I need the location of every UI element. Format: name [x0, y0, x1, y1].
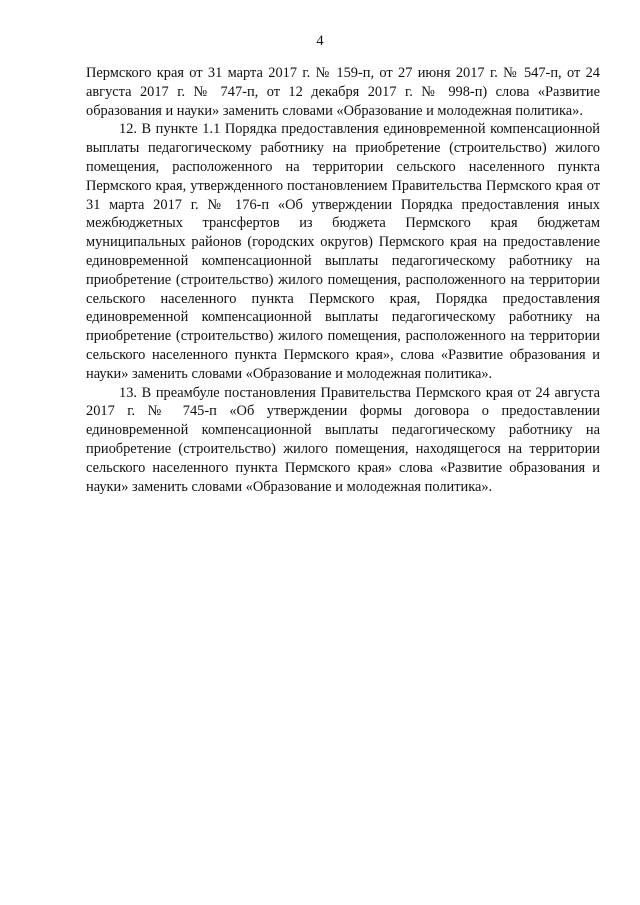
paragraph-item-13: 13. В преамбуле постановления Правительства Пермского края от 24 августа 2017 г. № 745-п «Об утверждении формы договора о предоставлении единовременной компенсационной выплаты педагогическому работнику на приобретение (строительство) жилого помещения, находящегося на территории сельского населенного пункта Пермского края» слова «Развитие образования и науки» заменить словами «Образование и молодежная политика».: [86, 384, 600, 495]
paragraph-item-12: 12. В пункте 1.1 Порядка предоставления единовременной компенсационной выплаты педагогическому работнику на приобретение (строительство) жилого помещения, расположенного на территории сельского населенного пункта Пермского края, утвержденного постановлением Правительства Пермского края от 31 марта 2017 г. № 176-п «Об утверждении Порядка предоставления иных межбюджетных трансфертов из бюджета Пермского края бюджетам муниципальных районов (городских округов) Пермского края на предоставление единовременной компенсационной выплаты педагогическому работнику на приобретение (строительство) жилого помещения, расположенного на территории сельского населенного пункта Пермского края, Порядка предоставления единовременной компенсационной выплаты педагогическому работнику на приобретение (строительство) жилого помещения, расположенного на территории сельского населенного пункта Пермского края», слова «Развитие образования и науки» заменить словами «Образование и молодежная политика».: [86, 121, 600, 382]
paragraph-continuation: Пермского края от 31 марта 2017 г. № 159-п, от 27 июня 2017 г. № 547-п, от 24 августа 2017 г. № 747-п, от 12 декабря 2017 г. № 998-п) слова «Развитие образования и науки» заменить словами «Образование и молодежная политика».: [86, 65, 600, 119]
page-number: 4: [316, 33, 324, 49]
document-body: [86, 64, 600, 496]
